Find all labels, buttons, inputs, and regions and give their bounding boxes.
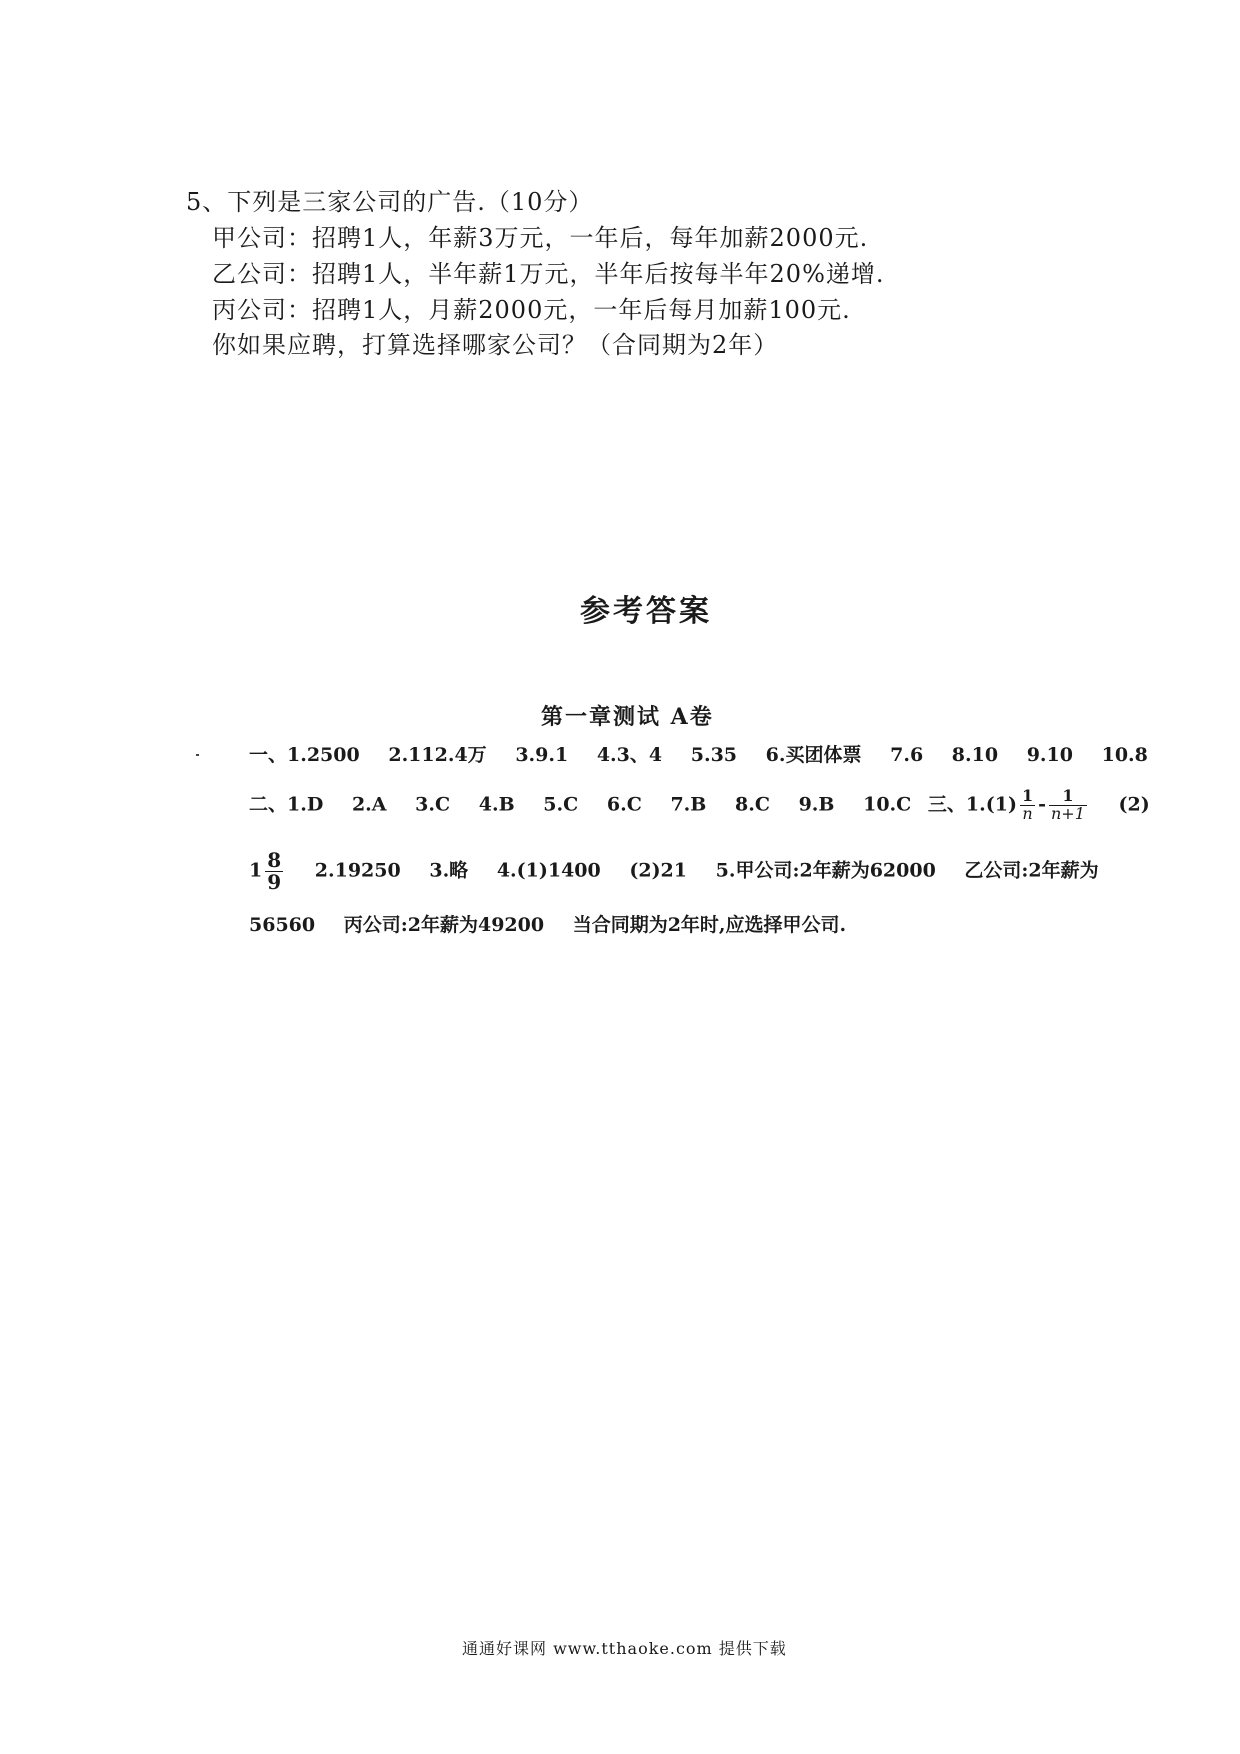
question-line-jia: 甲公司：招聘1人，年薪3万元，一年后，每年加薪2000元.	[212, 224, 869, 252]
question-line-prompt: 你如果应聘，打算选择哪家公司？（合同期为2年）	[212, 331, 779, 359]
answer-item: 5.35	[690, 744, 738, 766]
answer-item: 3.9.1	[515, 744, 569, 766]
answer-item: 9.10	[1026, 744, 1073, 766]
answers-title: 参考答案	[580, 594, 712, 629]
minus-sign: -	[1038, 793, 1046, 816]
answer-item: 当合同期为2年时,应选择甲公司.	[572, 914, 847, 936]
answer-item: 7.6	[890, 744, 924, 766]
answer-item: 6.C	[606, 793, 642, 816]
footer-credit: 通通好课网 www.tthaoke.com 提供下载	[462, 1639, 787, 1658]
question-line-bing: 丙公司：招聘1人，月薪2000元，一年后每月加薪100元.	[212, 296, 851, 324]
answer-item: 一、1.2500	[249, 744, 360, 766]
mixed-number-whole: 1	[249, 859, 263, 882]
stray-mark	[196, 754, 199, 756]
question-heading: 5、下列是三家公司的广告.（10分）	[186, 188, 594, 216]
answer-item: 乙公司:2年薪为	[964, 859, 1099, 882]
fraction-1-over-n-plus-1: $\frac{1}{n+1}$	[1051, 786, 1085, 823]
answer-item: 5.C	[543, 793, 579, 816]
answer-item: 6.买团体票	[765, 744, 862, 766]
answer-item: 10.C	[863, 793, 912, 816]
answer-item: 2.19250	[314, 859, 401, 882]
answer-item: 2.A	[351, 793, 387, 816]
answer-item: 8.10	[951, 744, 999, 766]
section-title: 第一章测试 A卷	[541, 704, 714, 730]
answer-item: 3.C	[415, 793, 451, 816]
answer-item: 7.B	[670, 793, 707, 816]
answer-item: 4.3、4	[596, 744, 663, 766]
answer-item: 10.8	[1101, 744, 1148, 766]
fraction-8-over-9: $\frac{8}{9}$	[267, 848, 282, 894]
question-line-yi: 乙公司：招聘1人，半年薪1万元，半年后按每半年20%递增.	[212, 260, 885, 288]
answer-row-3	[249, 850, 1099, 893]
answer-item: 4.(1)1400	[496, 859, 601, 882]
answer-item: (2)	[1118, 793, 1150, 816]
fraction-1-over-n: $\frac{1}{n}$	[1021, 786, 1034, 823]
answer-item: 3.略	[429, 859, 469, 882]
answer-item: 5.甲公司:2年薪为62000	[715, 859, 936, 882]
answer-item: 56560	[249, 914, 316, 936]
answer-item: 8.C	[734, 793, 770, 816]
answer-row-2	[249, 788, 1150, 823]
answer-item: 三、1.(1)	[927, 793, 1017, 816]
answer-item: (2)21	[629, 859, 687, 882]
answer-item: 4.B	[478, 793, 515, 816]
answer-item: 丙公司:2年薪为49200	[343, 914, 545, 936]
answer-row-4	[249, 910, 846, 937]
answer-item: 2.112.4万	[388, 744, 487, 766]
answer-row-1	[249, 740, 1148, 767]
answer-item: 二、1.D	[249, 793, 324, 816]
answer-item: 9.B	[798, 793, 835, 816]
